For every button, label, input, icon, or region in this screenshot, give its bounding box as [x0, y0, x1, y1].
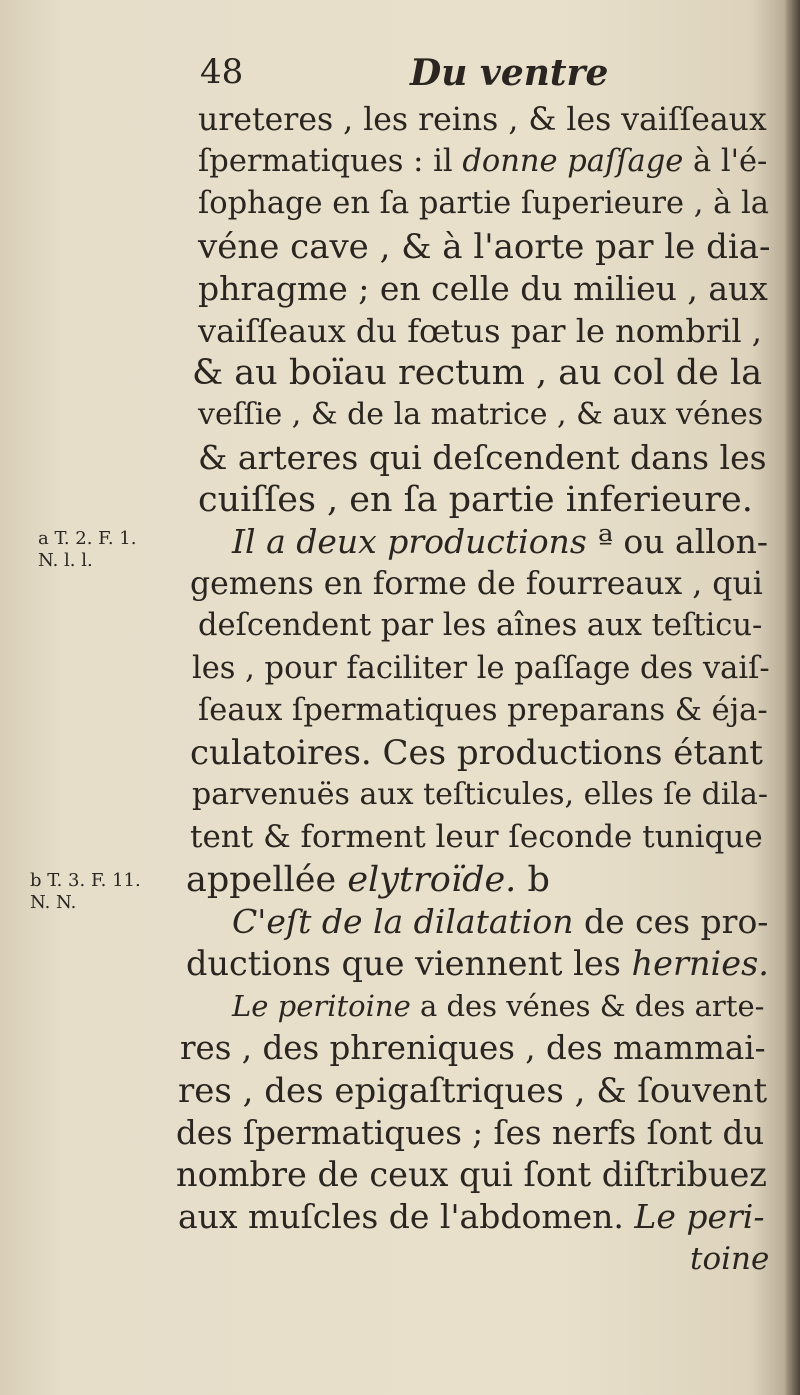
text-line [186, 942, 769, 986]
text-span: a des vénes & des arte- [410, 989, 765, 1023]
text-span: & arteres qui deſcendent dans les [198, 438, 767, 477]
text-span: ductions que viennent les [186, 944, 632, 983]
text-span: appellée [186, 860, 348, 900]
text-line [178, 1195, 764, 1239]
text-span: à l'é- [683, 144, 768, 179]
italic-text: hernies. [631, 944, 769, 983]
text-line [198, 267, 768, 311]
text-span: ſeaux ſpermatiques preparans & éja- [198, 693, 768, 728]
page-number: 48 [200, 52, 244, 92]
text-span: vaiſſeaux du fœtus par le nombril , [198, 312, 762, 350]
text-line [198, 393, 763, 437]
margin-note-a-line2: N. l. l. [38, 550, 93, 571]
text-span: & au boïau rectum , au col de la [192, 353, 763, 393]
text-line [192, 773, 768, 817]
text-span: ſpermatiques : il [198, 144, 463, 179]
italic-text: Il a deux productions [232, 522, 587, 561]
text-span: cuiſſes , en ſa partie inferieure. [198, 480, 753, 520]
text-span: deſcendent par les aînes aux teſticu- [198, 608, 763, 643]
text-span: ſophage en ſa partie ſuperieure , à la [198, 186, 769, 221]
text-line [198, 604, 762, 648]
page-header [200, 52, 760, 96]
page-edge [786, 0, 800, 1395]
margin-note-b-line2: N. N. [30, 892, 77, 913]
text-line [198, 309, 762, 353]
italic-text: toine [690, 1241, 770, 1277]
text-line [180, 1026, 766, 1070]
text-line [186, 858, 550, 902]
text-span: gemens en forme de fourreaux , qui [190, 566, 763, 602]
running-title: Du ventre [410, 52, 609, 94]
italic-text: Le peri- [634, 1197, 765, 1236]
margin-note-b [30, 870, 141, 914]
text-line [198, 478, 753, 522]
text-line [198, 140, 767, 184]
text-line [178, 1069, 767, 1113]
text-span: nombre de ceux qui ſont diſtribuez [176, 1155, 767, 1194]
text-line [198, 98, 767, 142]
text-span: tent & forment leur ſeconde tunique [190, 819, 763, 855]
text-line [232, 900, 768, 944]
text-span: b [516, 860, 550, 900]
text-span: culatoires. Ces productions étant [190, 733, 763, 773]
text-span: phragme ; en celle du milieu , aux [198, 269, 768, 308]
text-span: de ces pro- [573, 902, 769, 941]
margin-note-b-line1: b T. 3. F. 11. [30, 870, 141, 891]
text-line [176, 1111, 764, 1155]
margin-note-a-line1: a T. 2. F. 1. [38, 528, 137, 549]
text-span: des ſpermatiques ; ſes nerfs ſont du [176, 1114, 765, 1152]
margin-note-a [38, 528, 136, 572]
text-span: ureteres , les reins , & les vaiſſeaux [198, 102, 767, 138]
text-span: les , pour faciliter le paſſage des vaiſ- [192, 651, 770, 686]
text-line [232, 520, 768, 564]
italic-text: Le peritoine [232, 989, 411, 1023]
italic-text: C'eſt de la dilatation [232, 902, 574, 941]
text-span: res , des epigaſtriques , & ſouvent [178, 1071, 768, 1111]
text-line [198, 182, 769, 226]
text-line [190, 731, 763, 775]
italic-text: donne paſſage [462, 144, 684, 179]
text-line [198, 436, 767, 480]
text-span: veſſie , & de la matrice , & aux vénes [198, 397, 764, 432]
text-line [198, 225, 770, 269]
text-span: ª ou allon- [586, 522, 769, 561]
text-line [176, 1153, 767, 1197]
text-span: parvenuës aux teſticules, elles ſe dila- [192, 777, 769, 812]
text-span: véne cave , & à l'aorte par le dia- [198, 227, 771, 267]
text-line [192, 351, 762, 395]
text-line [690, 1237, 769, 1281]
text-line [190, 815, 763, 859]
text-line [232, 984, 764, 1028]
text-span: res , des phreniques , des mammai- [180, 1029, 766, 1067]
text-line [192, 647, 770, 691]
text-line [190, 562, 763, 606]
text-line [198, 689, 768, 733]
italic-text: elytroïde. [347, 860, 517, 900]
text-span: aux muſcles de l'abdomen. [178, 1197, 635, 1236]
